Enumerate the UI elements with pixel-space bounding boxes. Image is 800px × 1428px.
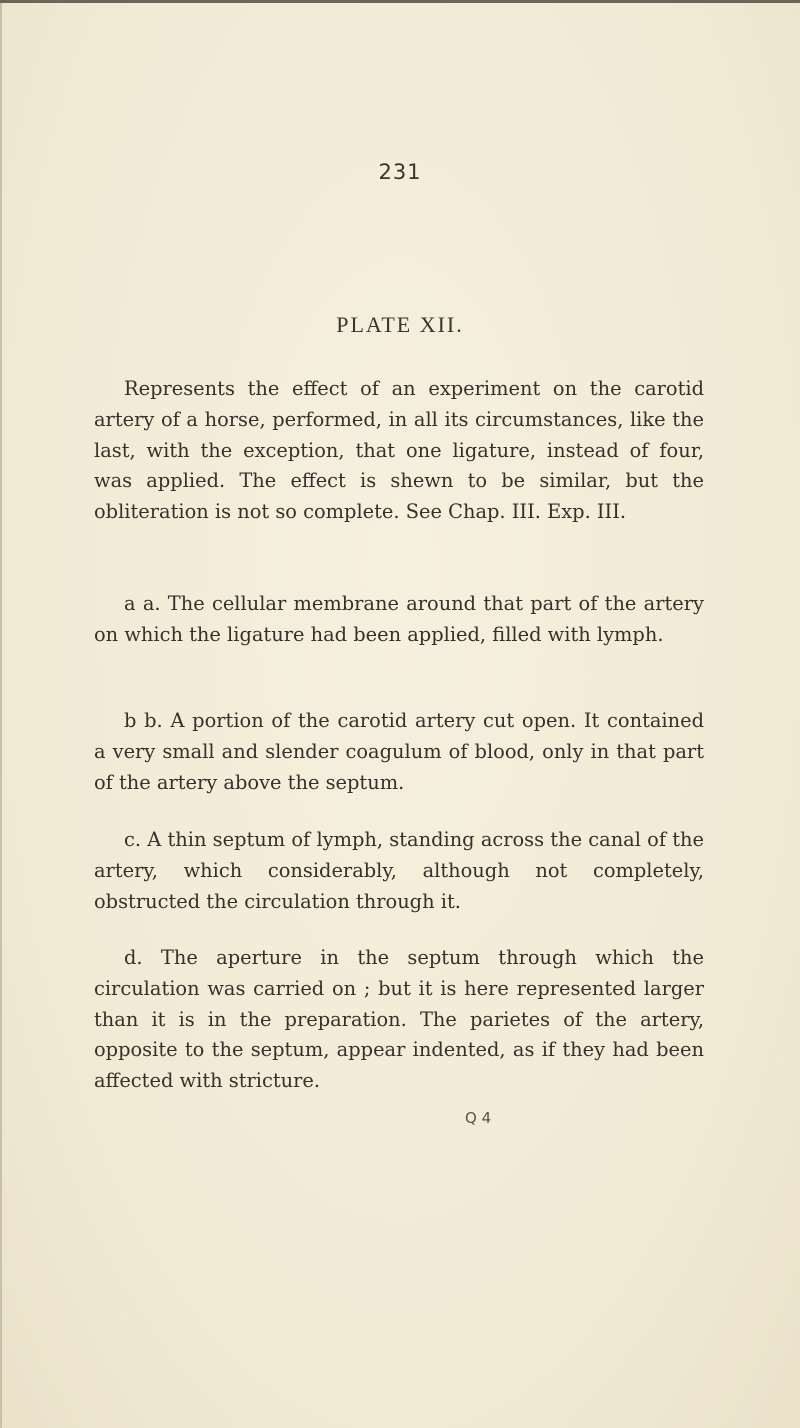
plate-description-paragraph: Represents the effect of an experiment on the carotid artery of a horse, performed, in all its circumstances, like the last, with the exception, that one ligature, instead of four, was applied. The effect is shewn to be similar, but the obliteration is not so complete. See Chap. III. Exp. III.: [94, 377, 704, 524]
plate-title: PLATE XII.: [336, 312, 464, 337]
top-page-edge: [0, 0, 800, 3]
legend-item-bb: b b. A portion of the carotid artery cut open. It contained a very small and slender coagulum of blood, only in that part of the artery above the septum.: [94, 709, 704, 794]
legend-item-d: d. The aperture in the septum through which the circulation was carried on ; but it is here represented larger than it is in the preparation. The parietes of the artery, opposite to the septum, appear indented, as if they had been affected with stricture.: [94, 946, 704, 1093]
legend-item-aa: a a. The cellular membrane around that part of the artery on which the ligature had been applied, filled with lymph.: [94, 592, 704, 646]
page-number: 231: [378, 160, 422, 184]
signature-mark: Q 4: [465, 1109, 492, 1127]
left-page-edge: [0, 3, 2, 1428]
legend-item-c: c. A thin septum of lymph, standing across the canal of the artery, which considerably, although not completely, obstructed the circulation through it.: [94, 828, 704, 913]
